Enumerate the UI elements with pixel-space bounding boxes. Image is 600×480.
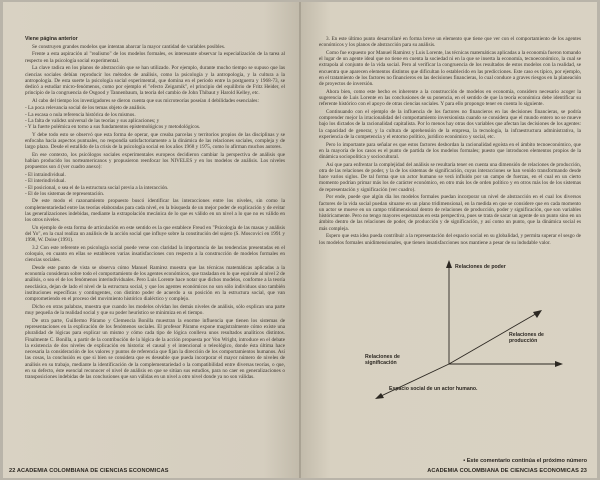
meaning-axis-line: [379, 364, 449, 397]
left-page-body: [25, 44, 285, 381]
book-spread: [3, 2, 597, 478]
paragraph: Así que para enfrentar la complejidad del análisis se resultaría tener en cuenta una dimensión de relaciones de producción, otra de las relaciones de poder, y la de los sistemas de significación, cuyas interacciones se han venido transformando desde hace varios siglos. De tal forma que un actor humano se verá influido por un campo de fuerzas, en el cual en un cierto momento podrían primar más los de carácter económico, en otro más los de orden político y en otros más los de los sistemas de representación y significación (ver cuadro).: [319, 161, 581, 193]
paragraph: Dicho en otras palabras, muestra que cuando los modelos olvidan los demás niveles de análisis, sólo explican una parte muy pequeña de la realidad social y que su poder heurístico se minimiza en el tiempo.: [25, 303, 285, 317]
power-axis-arrow: [446, 260, 452, 268]
continued-heading: Viene página anterior: [25, 36, 78, 42]
paragraph: De otra parte, Guillermo Páramo y Clemencia Bonilla muestran la enorme influencia que tienen los sistemas de representaciones en la explicación de los fenómenos sociales. El profesor Páramo expone magistralmente cómo existe una pluralidad de lógicas para explicar un mismo y cómo cada tipo de lógica conlleva unos resultados analíticos distintos. Finalmente C. Bonilla, a partir de la contribución de la lógica de la acción propuesta por Von Wright, introduce en el debate la existencia de dos niveles de explicación en historia: el causal y el intencional o teleológico, donde ésta última hace necesaria la consideración de los valores y puntos de referencia que fijan la dirección de los comportamientos humanos. Así las cosas, la conclusión es que si bien se considera que es deseable que pueda incorporar el mayor número de niveles de análisis en su trabajo, mediante la identificación de la complementariedad o la compatibilidad entre diversas teorías, o que, en su defecto, éste esencial reconocer el nivel de análisis en que se sitúan sus estudios, para no caer en generalizaciones o transposiciones indebidas de las conclusiones que son válidas en un nivel a otro nivel donde ya no son válidas.: [25, 317, 285, 381]
paragraph: Desde este punto de vista se observa cómo Manuel Ramírez muestra que las técnicas matemáticas aplicadas a la economía consideran sobre todo el comportamiento de los agentes económicos, que trasladan en lo que equivale al nivel 2 de análisis, o sea el de los fenómenos interindividuales. Pero Luis Lorente hace notar que dichos modelos, conforme a la teoría neoclásica, dejan de lado el nivel de la estructura social, y que los agentes económicos no son sólo individuos sino también instituciones específicas y contingentes, con distinto poder de acuerdo a su posición en la estructura social, que van comprometiendo en el proceso del movimiento histórico dialéctico y complejo.: [25, 264, 285, 303]
paragraph: En ese contexto, los psicólogos sociales experimentales europeos decidieron cambiar la perspectiva de análisis que habían producido los norteamericanos y propusieron reenfocar los NIVELES y en los modelos de análisis. Los niveles propuestos son 4 (ver cuadro anexo):: [25, 151, 285, 171]
paragraph: Se construyen grandes modelos que intentan abarcar la mayor cantidad de variables posibles.: [32, 44, 226, 50]
actor-vector-arrow: [533, 310, 542, 318]
list-item: - La escasa o nula referencia histórica de los mismos.: [25, 111, 136, 118]
paragraph: La clave radica en los planos de abstracción que se han utilizado. Por ejemplo, durante mucho tiempo se supuso que las ciencias sociales debían reproducir los métodos de análisis, como la psicología y la antropología, y la cultura a la antropología. De esta suerte la psicología social experimental, que domina en el período entre la postguerra y 1968-73, se dedicó a estudiar micro-fenómenos, como por ejemplo el "efecto Zeigarnik", el principio del equilibrio de Fritz Heider, el principio de la congruencia de Osgood y Tannenbaum, la teoría del cambio de John Thibaut y Harold Kelley, etc.: [25, 65, 285, 97]
paragraph: Y debe todo esto se observó que esta forma de operar, que creaba parcelas y territorios propios de las disciplinas y se enfocaba hacia aspectos puntuales, no respondía satisfactoriamente a la dinámica de las relaciones sociales, compleja y de largo plazo. Desde el estallido de la crisis de la psicología social en los años 1968 y 1975, como lo afirman muchos autores.: [25, 131, 285, 151]
continuation-note: • Este comentario continúa el próximo número: [463, 458, 587, 464]
paragraph: Ahora bien, como este hecho es inherente a la construcción de modelos en economía, considero necesario acoger la sugerencia de Luis Lorente en las conclusiones de su ponencia, en el sentido de que la teoría económica debe identificar su referente histórico con el apoyo de otras ciencias sociales. Y para ello propongo tener en cuenta lo siguiente.: [319, 88, 581, 108]
paragraph: Continuando con el ejemplo de la influencia de los factores no financieros en las decisiones financieras, se podría comprender mejor la irracionalidad del comportamiento inversionista cuando se considera que el mundo entero no se mueve bajo los dictados de la racionalidad capitalista. Por lo menos hay otras dos variables que afectan las decisiones de los agentes: la capacidad de generar, y la cultura de aprehensión de la empresa, la tecnología, la infraestructura administrativa, la experiencia de la competencia y el entorno político, jurídico económico y social, etc.: [319, 108, 581, 141]
list-item: - Y la fuerte polémica en torno a sus fundamentos epistemológicos y metodológicos.: [25, 124, 201, 131]
right-page: [301, 2, 597, 478]
paragraph: Por ende, puede que algún día los modelos formales puedan incorporar un nivel de abstracción en el cual los diversos factores de la vida social puedan situarse en un plano tridimensional, en la medida en que se considere que en cada momento un actor se mueve en un campo tridimensional dentro de relaciones de producción, poder y significación, que son variables históricamente. Pero no tengo mayores esperanzas en esta perspectiva, pues se trata de sacar un agente de un punto sino en un ámbito dentro de las relaciones de poder, de producción y de significación, y así como un punto, que la dinámica social es más compleja.: [319, 194, 581, 232]
meaning-axis-arrow: [375, 393, 384, 399]
list-item: - La falta de validez universal de las teorías y sus aplicaciones; y: [25, 118, 160, 125]
list-item: - El intraindividual.: [25, 171, 66, 178]
list-item: - El posicional, o sea el de la estructura social previa a la interacción.: [25, 184, 169, 191]
paragraph: Como fue expuesto por Manuel Ramírez y Luis Lorente, las técnicas matemáticas aplicadas a la economía fueron tomando el lugar de un agente ideal que no tiene en cuenta la sociedad ni en la que se inserta la economía, tecnoeconómico, la cual se extrapola al conjunto de la vida social. Pero al verificar la congruencia de los resultados de estos modelos con la realidad, se encuentra que aparecen elementos distintos que dificultan lo establecido en las predicciones. Este caso es típico, por ejemplo, en el tratamiento de los factores no financieros en las decisiones financieras, lo cual conduce a graves riesgos en la planeación de proyectos de inversión.: [319, 49, 581, 88]
axis-label-production: Relaciones de producción: [509, 332, 544, 344]
paragraph: De este modo el razonamiento propuesto buscó identificar las interacciones entre los niveles, sin como la complementariedad entre las teorías elaboradas para cada nivel, en la búsqueda de un mejor poder de explicación y de evitar las generalizaciones indebidas, mediante la extrapolación mecánica de lo que es válido en un nivel a lo que no es válido en los otros niveles.: [25, 198, 285, 224]
weakness-list: [25, 105, 285, 130]
list-item: - El interindividual.: [25, 178, 66, 185]
axis-label-meaning: Relaciones de significación: [365, 354, 400, 366]
social-space-diagram: [319, 252, 581, 404]
left-page-footer: 22 ACADEMIA COLOMBIANA DE CIENCIAS ECONOMICAS: [9, 468, 169, 474]
diagram-axes: [319, 252, 581, 404]
paragraph: 3.2 Con este referente en psicología social puede verse con claridad la importancia de las tendencias presentadas en el coloquio, en cuanto en ellas se establecen varias insatisfacciones con respecto a la construcción de modelos formales en ciencias sociales.: [25, 244, 285, 264]
paragraph: Pero lo importante para señalar es que estos factores desbordan la racionalidad egoísta en el ámbito tecnoeconómico, que en la mayoría de los casos es el punto de partida de los modelos formales; puesto que introducen elementos propios de la dinámica sociopolítica y sociocultural.: [319, 141, 581, 161]
paragraph: 3. En este último punto desarrollaré en forma breve un elemento que tiene que ver con el comportamiento de los agentes económicos y los planos de abstracción para su análisis.: [319, 36, 581, 49]
right-page-footer: ACADEMIA COLOMBIANA DE CIENCIAS ECONOMICAS 23: [427, 468, 587, 474]
levels-list: [25, 172, 285, 197]
list-item: - El de los sistemas de representación.: [25, 190, 105, 197]
diagram-caption: Espacio social de un actor humano.: [389, 386, 478, 392]
paragraph: Espero que esta idea pueda contribuir a la representación del espacio social en su globalidad, y permita superar el sesgo de los modelos formales unidimensionales, que tienen insatisfacciones nos mantiene a pesar de su indudable valor.: [319, 233, 581, 246]
paragraph: Al cabo del tiempo los investigadores se dieron cuenta que sus microteorías poseían 4 debilidades esenciales:: [32, 97, 259, 104]
production-axis-arrow: [555, 361, 563, 367]
paragraph: Un ejemplo de esta forma de articulación en este sentido es la que establece Freud en "Psicología de las masas y análisis del Yo", en la cual realiza un análisis de la acción social que influye sobre la constitución del sujeto (S. Moscovici en 1991 y 1998, W. Doise (1991).: [25, 224, 285, 244]
axis-label-power: Relaciones de poder: [455, 264, 506, 270]
paragraph: Frente a esta aspiración al "realismo" de los modelos formales, es interesante observar la especialización de la tarea al respecto en la psicología social experimental.: [25, 51, 285, 64]
left-page: [3, 2, 299, 478]
list-item: - La poca relevancia social de los temas objeto de análisis.: [25, 105, 147, 112]
right-page-body: [319, 36, 581, 246]
